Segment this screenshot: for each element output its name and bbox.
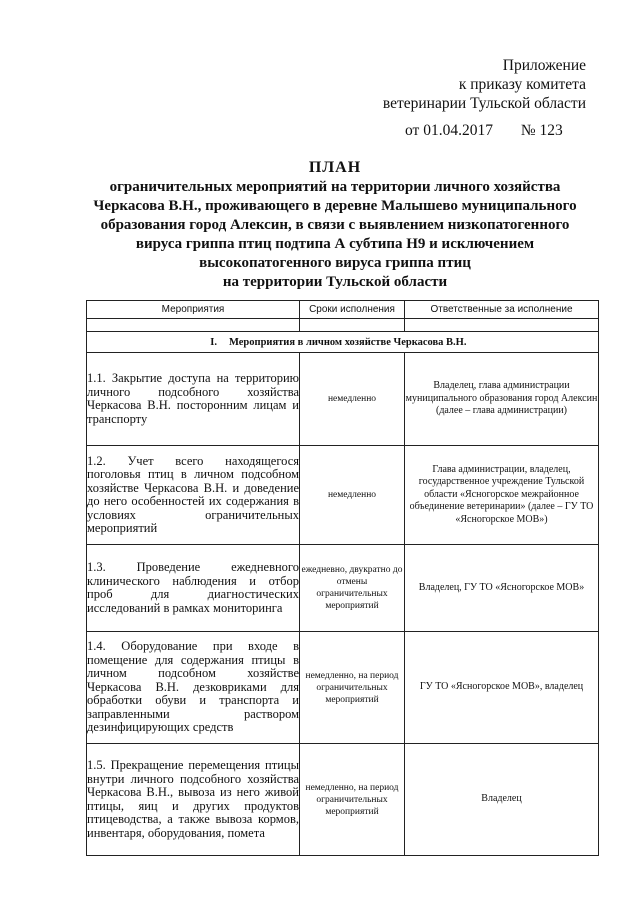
measure-cell: 1.4. Оборудование при входе в помещение для содержания птицы в личном подсобном хозяйстве Черкасова В.Н. дезковриками для обработки обуви и транспорта и заправленными раствором дезинфицирующих средств bbox=[87, 632, 300, 744]
appendix-block bbox=[383, 56, 586, 113]
title-line: высокопатогенного вируса гриппа птиц bbox=[199, 255, 471, 271]
title-subtitle bbox=[40, 178, 630, 292]
responsible-cell: Владелец bbox=[405, 744, 599, 856]
measure-cell: 1.5. Прекращение перемещения птицы внутри личного подсобного хозяйства Черкасова В.Н., вывоза из него живой птицы, яиц и других продуктов птицеводства, а также вывоза кормов, инвентаря, оборудования, помета bbox=[87, 744, 300, 856]
responsible-cell: Владелец, ГУ ТО «Ясногорское МОВ» bbox=[405, 545, 599, 632]
deadline-cell: ежедневно, двукратно до отмены ограничительных мероприятий bbox=[300, 545, 405, 632]
table-row bbox=[87, 545, 599, 632]
title-line: образования город Алексин, в связи с выявлением низкопатогенного bbox=[100, 217, 570, 233]
order-date: от 01.04.2017 bbox=[405, 122, 493, 139]
appendix-line: Приложение bbox=[502, 57, 586, 74]
table-row bbox=[87, 353, 599, 446]
table-header-row bbox=[87, 301, 599, 319]
section-row bbox=[87, 332, 599, 353]
responsible-cell: ГУ ТО «Ясногорское МОВ», владелец bbox=[405, 632, 599, 744]
section-cell bbox=[87, 332, 599, 353]
title-line: Черкасова В.Н., проживающего в деревне Малышево муниципального bbox=[93, 198, 577, 214]
responsible-cell: Глава администрации, владелец, государственное учреждение Тульской области «Ясногорское межрайонное объединение ветеринарии» (далее – ГУ ТО «Ясногорское МОВ») bbox=[405, 446, 599, 545]
measure-cell: 1.1. Закрытие доступа на территорию личного подсобного хозяйства Черкасова В.Н. посторонним лицам и транспорту bbox=[87, 353, 300, 446]
appendix-line: ветеринарии Тульской области bbox=[382, 95, 586, 112]
measure-cell: 1.3. Проведение ежедневного клинического наблюдения и отбор проб для диагностических исследований в рамках мониторинга bbox=[87, 545, 300, 632]
header-deadline: Сроки исполнения bbox=[300, 301, 405, 319]
section-title: Мероприятия в личном хозяйстве Черкасова В.Н. bbox=[229, 336, 467, 348]
table-row bbox=[87, 632, 599, 744]
section-number: I. bbox=[210, 336, 217, 348]
deadline-cell: немедленно bbox=[300, 446, 405, 545]
title-line: на территории Тульской области bbox=[222, 274, 448, 290]
table-row bbox=[87, 744, 599, 856]
appendix-line: к приказу комитета bbox=[458, 76, 586, 93]
measure-cell: 1.2. Учет всего находящегося поголовья птиц в личном подсобном хозяйстве Черкасова В.Н. и доведение до него особенностей их содержания в условиях ограничительных мероприятий bbox=[87, 446, 300, 545]
responsible-cell: Владелец, глава администрации муниципального образования город Алексин (далее – глава администрации) bbox=[405, 353, 599, 446]
deadline-cell: немедленно, на период ограничительных мероприятий bbox=[300, 744, 405, 856]
title-main: ПЛАН bbox=[308, 159, 362, 176]
table-row bbox=[87, 446, 599, 545]
deadline-cell: немедленно, на период ограничительных мероприятий bbox=[300, 632, 405, 744]
table-spacer-row bbox=[87, 319, 599, 332]
order-date-number bbox=[405, 122, 563, 140]
header-measures: Мероприятия bbox=[87, 301, 300, 319]
order-number: № 123 bbox=[520, 122, 563, 139]
title-line: вируса гриппа птиц подтипа А субтипа Н9 и исключением bbox=[135, 236, 535, 252]
plan-table bbox=[86, 300, 599, 856]
document-title bbox=[40, 158, 630, 292]
header-responsible: Ответственные за исполнение bbox=[405, 301, 599, 319]
title-line: ограничительных мероприятий на территории личного хозяйства bbox=[109, 179, 561, 195]
deadline-cell: немедленно bbox=[300, 353, 405, 446]
